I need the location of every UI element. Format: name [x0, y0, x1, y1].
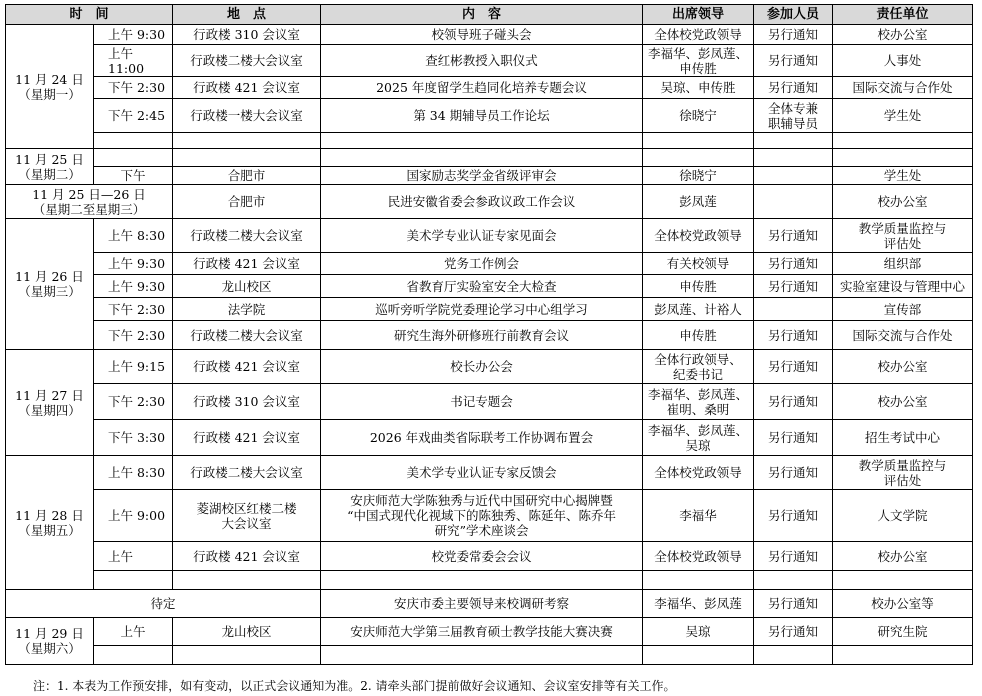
- cell-time: 下午 2:45: [94, 99, 173, 133]
- cell-unit: 人文学院: [833, 490, 973, 542]
- table-row: [6, 167, 973, 185]
- day-cell-pending: 待定: [6, 590, 321, 618]
- cell-leader: 全体校党政领导: [643, 542, 754, 571]
- cell-participants: 另行通知: [754, 77, 833, 99]
- cell-content: [321, 571, 643, 590]
- table-row: [6, 185, 973, 219]
- cell-participants: 另行通知: [754, 350, 833, 384]
- cell-unit: 教学质量监控与 评估处: [833, 456, 973, 490]
- table-row: [6, 275, 973, 298]
- table-row: [6, 618, 973, 646]
- cell-time: 下午 2:30: [94, 384, 173, 420]
- cell-content: 党务工作例会: [321, 253, 643, 275]
- cell-location: 行政楼二楼大会议室: [173, 456, 321, 490]
- cell-content: 安庆师范大学第三届教育硕士教学技能大赛决赛: [321, 618, 643, 646]
- cell-time: [94, 646, 173, 665]
- cell-participants: [754, 185, 833, 219]
- cell-content: [321, 646, 643, 665]
- cell-content: 美术学专业认证专家反馈会: [321, 456, 643, 490]
- cell-content: 省教育厅实验室安全大检查: [321, 275, 643, 298]
- cell-participants: 另行通知: [754, 219, 833, 253]
- cell-content: 国家励志奖学金省级评审会: [321, 167, 643, 185]
- cell-leader: 全体校党政领导: [643, 456, 754, 490]
- cell-participants: 另行通知: [754, 253, 833, 275]
- table-row: [6, 542, 973, 571]
- cell-time: 上午: [94, 618, 173, 646]
- cell-content: 巡听旁听学院党委理论学习中心组学习: [321, 298, 643, 321]
- table-row: [6, 384, 973, 420]
- cell-leader: [643, 133, 754, 149]
- cell-leader: 吴琼、申传胜: [643, 77, 754, 99]
- header-participants: 参加人员: [754, 5, 833, 25]
- schedule-table: [5, 4, 973, 665]
- cell-location: 合肥市: [173, 185, 321, 219]
- cell-content: 2026 年戏曲类省际联考工作协调布置会: [321, 420, 643, 456]
- cell-unit: [833, 646, 973, 665]
- cell-unit: 宣传部: [833, 298, 973, 321]
- cell-time: 上午 9:30: [94, 25, 173, 45]
- table-row: [6, 45, 973, 77]
- table-row-empty: [6, 133, 973, 149]
- cell-time: [94, 571, 173, 590]
- cell-time: 上午 9:00: [94, 490, 173, 542]
- cell-unit: 校办公室: [833, 350, 973, 384]
- table-row: [6, 420, 973, 456]
- table-row: [6, 253, 973, 275]
- cell-participants: 另行通知: [754, 321, 833, 350]
- day-cell: 11 月 26 日 （星期三）: [6, 219, 94, 350]
- cell-location: 行政楼一楼大会议室: [173, 99, 321, 133]
- footnote: 注：1. 本表为工作预安排，如有变动，以正式会议通知为准。2. 请牵头部门提前做好会议通知、会议室安排等有关工作。: [33, 679, 676, 693]
- cell-location: [173, 571, 321, 590]
- cell-leader: 李福华、彭凤莲: [643, 590, 754, 618]
- header-time: 时 间: [6, 5, 173, 25]
- table-row-empty: [6, 571, 973, 590]
- cell-location: 行政楼 421 会议室: [173, 420, 321, 456]
- cell-location: 行政楼 421 会议室: [173, 542, 321, 571]
- cell-location: 行政楼 421 会议室: [173, 77, 321, 99]
- cell-leader: 全体校党政领导: [643, 25, 754, 45]
- day-cell: 11 月 25 日 （星期二）: [6, 149, 94, 185]
- cell-location: [173, 133, 321, 149]
- cell-unit: 校办公室: [833, 25, 973, 45]
- cell-participants: [754, 133, 833, 149]
- cell-leader: 彭凤莲、计裕人: [643, 298, 754, 321]
- table-row: [6, 321, 973, 350]
- cell-unit: 人事处: [833, 45, 973, 77]
- cell-unit: 校办公室: [833, 384, 973, 420]
- cell-participants: 另行通知: [754, 590, 833, 618]
- cell-unit: [833, 133, 973, 149]
- cell-unit: 国际交流与合作处: [833, 321, 973, 350]
- table-row: [6, 590, 973, 618]
- cell-location: 行政楼二楼大会议室: [173, 219, 321, 253]
- cell-location: [173, 646, 321, 665]
- cell-time: 下午 2:30: [94, 77, 173, 99]
- cell-participants: 另行通知: [754, 490, 833, 542]
- cell-participants: [754, 571, 833, 590]
- cell-participants: 另行通知: [754, 384, 833, 420]
- cell-participants: [754, 298, 833, 321]
- cell-content: 校领导班子碰头会: [321, 25, 643, 45]
- cell-time: 上午 9:30: [94, 253, 173, 275]
- day-cell: 11 月 28 日 （星期五）: [6, 456, 94, 590]
- cell-participants: 另行通知: [754, 420, 833, 456]
- cell-time: 下午 2:30: [94, 321, 173, 350]
- header-leader: 出席领导: [643, 5, 754, 25]
- cell-content: 研究生海外研修班行前教育会议: [321, 321, 643, 350]
- cell-leader: 李福华、彭凤莲、 吴琼: [643, 420, 754, 456]
- cell-leader: 全体校党政领导: [643, 219, 754, 253]
- cell-time: 上午 9:15: [94, 350, 173, 384]
- cell-leader: 彭凤莲: [643, 185, 754, 219]
- cell-time: 上午 9:30: [94, 275, 173, 298]
- cell-location: 法学院: [173, 298, 321, 321]
- cell-participants: 另行通知: [754, 25, 833, 45]
- day-cell: 11 月 25 日—26 日 （星期二至星期三）: [6, 185, 173, 219]
- cell-content: 校长办公会: [321, 350, 643, 384]
- table-row: [6, 149, 973, 167]
- cell-leader: [643, 646, 754, 665]
- table-row: [6, 350, 973, 384]
- cell-location: 行政楼 421 会议室: [173, 253, 321, 275]
- cell-leader: [643, 571, 754, 590]
- cell-location: 行政楼 310 会议室: [173, 25, 321, 45]
- header-content: 内 容: [321, 5, 643, 25]
- cell-leader: 全体行政领导、 纪委书记: [643, 350, 754, 384]
- cell-participants: 另行通知: [754, 542, 833, 571]
- cell-participants: [754, 646, 833, 665]
- cell-time: 上午: [94, 542, 173, 571]
- cell-time: [94, 133, 173, 149]
- cell-participants: 另行通知: [754, 275, 833, 298]
- cell-unit: 研究生院: [833, 618, 973, 646]
- header-unit: 责任单位: [833, 5, 973, 25]
- cell-unit: 校办公室: [833, 542, 973, 571]
- cell-participants: 另行通知: [754, 45, 833, 77]
- table-row: [6, 219, 973, 253]
- cell-location: 龙山校区: [173, 618, 321, 646]
- cell-content: 查红彬教授入职仪式: [321, 45, 643, 77]
- cell-time: 上午 11:00: [94, 45, 173, 77]
- cell-unit: 实验室建设与管理中心: [833, 275, 973, 298]
- table-row: [6, 99, 973, 133]
- table-row: [6, 490, 973, 542]
- cell-leader: 申传胜: [643, 321, 754, 350]
- cell-unit: 校办公室: [833, 185, 973, 219]
- cell-unit: 学生处: [833, 167, 973, 185]
- cell-leader: 申传胜: [643, 275, 754, 298]
- cell-leader: 李福华、彭凤莲、 崔明、桑明: [643, 384, 754, 420]
- table-row: [6, 456, 973, 490]
- cell-content: 安庆市委主要领导来校调研考察: [321, 590, 643, 618]
- cell-unit: 教学质量监控与 评估处: [833, 219, 973, 253]
- cell-time: 下午 3:30: [94, 420, 173, 456]
- cell-content: 校党委常委会会议: [321, 542, 643, 571]
- cell-unit: 组织部: [833, 253, 973, 275]
- cell-participants: [754, 167, 833, 185]
- cell-unit: 国际交流与合作处: [833, 77, 973, 99]
- table-row: [6, 25, 973, 45]
- cell-leader: 李福华、彭凤莲、 申传胜: [643, 45, 754, 77]
- cell-participants: 全体专兼 职辅导员: [754, 99, 833, 133]
- cell-participants: 另行通知: [754, 456, 833, 490]
- cell-content: 第 34 期辅导员工作论坛: [321, 99, 643, 133]
- cell-leader: 徐晓宁: [643, 167, 754, 185]
- cell-time: 下午: [94, 167, 173, 185]
- cell-leader: 李福华: [643, 490, 754, 542]
- cell-location: 行政楼二楼大会议室: [173, 45, 321, 77]
- cell-content: 美术学专业认证专家见面会: [321, 219, 643, 253]
- cell-content: 2025 年度留学生趋同化培养专题会议: [321, 77, 643, 99]
- table-row: [6, 298, 973, 321]
- table-header-row: [6, 5, 973, 25]
- cell-time: 下午 2:30: [94, 298, 173, 321]
- cell-location: 行政楼 421 会议室: [173, 350, 321, 384]
- cell-content: 民进安徽省委会参政议政工作会议: [321, 185, 643, 219]
- cell-location: 合肥市: [173, 167, 321, 185]
- day-cell: 11 月 27 日 （星期四）: [6, 350, 94, 456]
- cell-location: 行政楼 310 会议室: [173, 384, 321, 420]
- cell-time: 上午 8:30: [94, 456, 173, 490]
- cell-participants: 另行通知: [754, 618, 833, 646]
- cell-location: 菱湖校区红楼二楼 大会议室: [173, 490, 321, 542]
- cell-unit: [833, 571, 973, 590]
- header-location: 地 点: [173, 5, 321, 25]
- cell-unit: 学生处: [833, 99, 973, 133]
- cell-leader: 吴琼: [643, 618, 754, 646]
- cell-leader: 有关校领导: [643, 253, 754, 275]
- cell-content: [321, 133, 643, 149]
- day-cell: 11 月 29 日 （星期六）: [6, 618, 94, 665]
- table-row: [6, 77, 973, 99]
- cell-leader: 徐晓宁: [643, 99, 754, 133]
- day-cell: 11 月 24 日 （星期一）: [6, 25, 94, 149]
- cell-content: 安庆师范大学陈独秀与近代中国研究中心揭牌暨 “中国式现代化视域下的陈独秀、陈延年、陈乔年 研究”学术座谈会: [321, 490, 643, 542]
- cell-time: 上午 8:30: [94, 219, 173, 253]
- table-row-empty: [6, 646, 973, 665]
- cell-location: 龙山校区: [173, 275, 321, 298]
- cell-location: 行政楼二楼大会议室: [173, 321, 321, 350]
- cell-content: 书记专题会: [321, 384, 643, 420]
- cell-unit: 校办公室等: [833, 590, 973, 618]
- cell-unit: 招生考试中心: [833, 420, 973, 456]
